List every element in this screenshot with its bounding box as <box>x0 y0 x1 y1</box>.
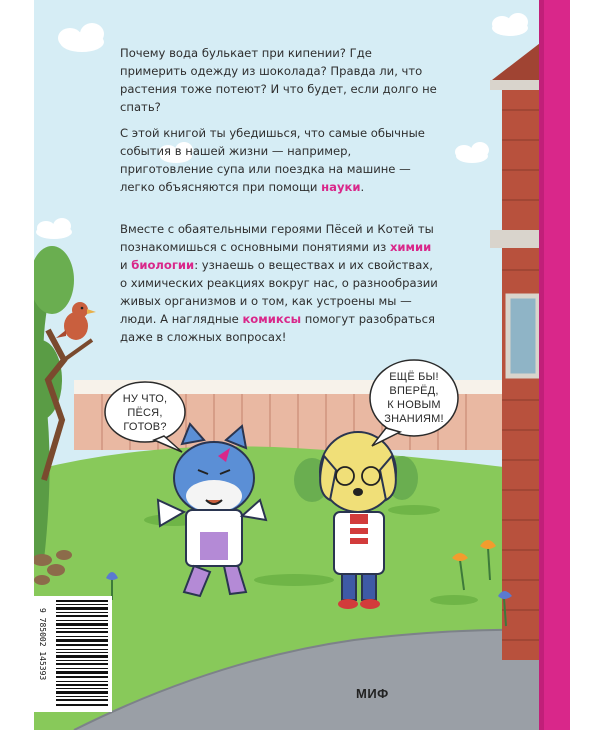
science-paragraph <box>120 124 440 196</box>
spine <box>544 0 570 730</box>
intro-text: Почему вода булькает при кипении? Где примерить одежду из шоколада? Правда ли, что растения тоже потеют? И что будет, если долго не спать? <box>120 46 437 114</box>
comics-highlight: комиксы <box>242 312 302 326</box>
chemistry-highlight: химии <box>389 240 432 254</box>
cat-speech-text: НУ ЧТО, ПЁСЯ, ГОТОВ? <box>122 393 168 433</box>
cover-illustration <box>34 0 544 730</box>
heroes-text-d: помогут разобраться даже в сложных вопросах! <box>120 312 435 344</box>
heroes-text-a: Вместе с обаятельными героями Пёсей и Котей ты познакомишься с основными понятиями из <box>120 222 434 254</box>
biology-highlight: биологии <box>131 258 195 272</box>
science-text: С этой книгой ты убедишься, что самые обычные события в нашей жизни — например, приготовление супа или поездка на машине — легко объясняются при помощи <box>120 126 425 194</box>
heroes-text-c: : узнаешь о веществах и их свойствах, о химических реакциях вокруг нас, о разнообразии живых организмов и о том, как устроены мы — люди. А наглядные <box>120 258 438 326</box>
isbn-digits: 9 785002 145393 <box>38 608 47 681</box>
science-highlight: науки <box>321 180 361 194</box>
dog-speech-text: ЕЩЁ БЫ! ВПЕРЁД, К НОВЫМ ЗНАНИЯМ! <box>384 371 444 425</box>
intro-paragraph <box>120 44 440 116</box>
cloud-top-right <box>492 13 528 36</box>
heroes-text-b: и <box>120 258 132 272</box>
heroes-paragraph <box>120 220 440 346</box>
publisher-logo: МИФ <box>356 686 389 701</box>
cloud-top-left <box>58 23 104 52</box>
cloud-near-text <box>455 142 489 163</box>
science-text-end: . <box>360 180 365 194</box>
cloud-left-mid <box>36 218 72 239</box>
